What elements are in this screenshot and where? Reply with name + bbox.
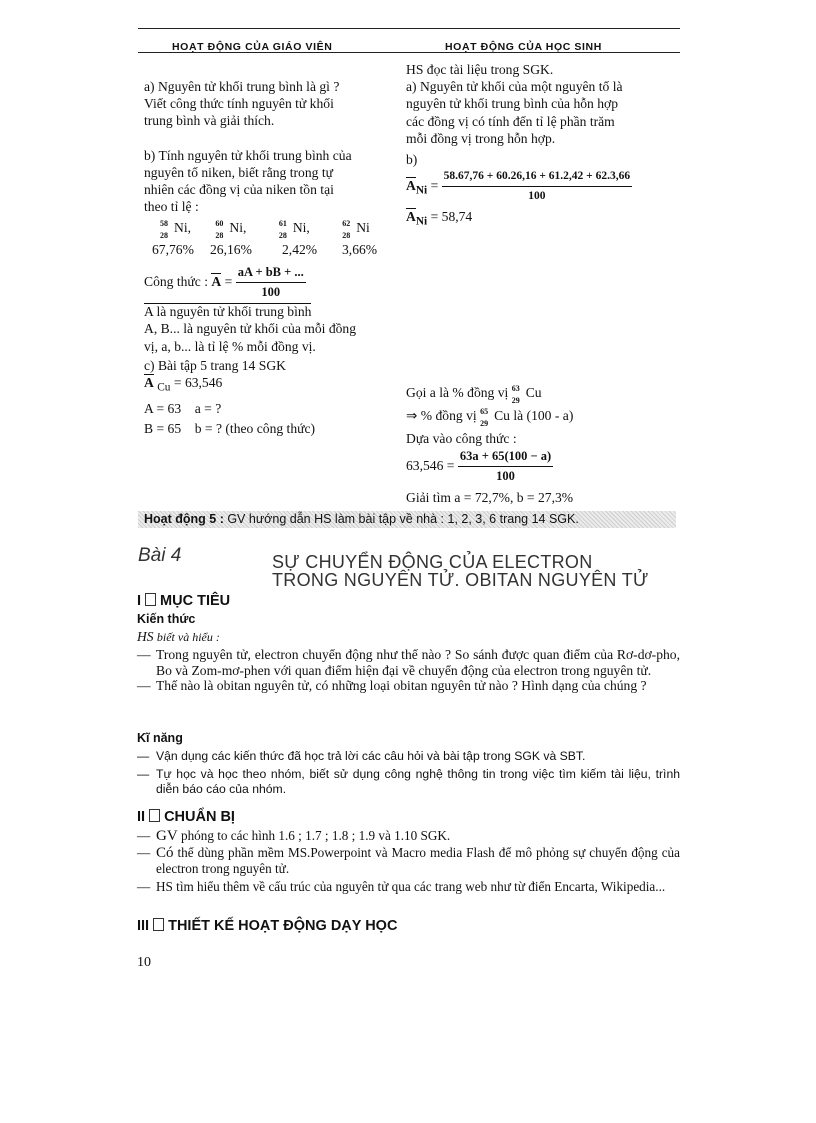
section-3-number: III xyxy=(137,918,150,934)
isotope-mass: 61 xyxy=(278,219,287,229)
dash-icon: — xyxy=(137,878,151,894)
cu63-z: 29 xyxy=(511,396,520,405)
prep-item-1-text: phóng to các hình 1.6 ; 1.7 ; 1.8 ; 1.9 và 1.10 SGK. xyxy=(180,828,451,843)
knowledge-list xyxy=(137,647,680,694)
copper-line1 xyxy=(406,384,682,405)
knowledge-heading: Kiến thức xyxy=(137,612,196,626)
copper-line2-text: ⇒ % đồng vị xyxy=(406,408,477,424)
question-b-line2: nguyên tố niken, biết rằng trong tự xyxy=(144,164,333,180)
question-c-line4: B = 65 b = ? (theo công thức) xyxy=(144,421,316,437)
answer-a-line3: các đồng vị có tính đến tỉ lệ phần trăm xyxy=(406,113,615,129)
cu65-z: 29 xyxy=(480,419,489,429)
lesson-title-line1: SỰ CHUYỂN ĐỘNG CỦA ELECTRON xyxy=(272,552,593,572)
copper-fraction xyxy=(458,448,553,485)
student-column-copper xyxy=(406,384,682,506)
section-1-title: MỤC TIÊU xyxy=(160,593,231,609)
knowledge-item-2-text: Thế nào là obitan nguyên tử, có những loại obitan nguyên tử nào ? Hình dạng của chúng ? xyxy=(156,678,647,694)
nickel-numerator: 58.67,76 + 60.26,16 + 61.2,42 + 62.3,66 xyxy=(442,168,632,187)
ni-average-symbol-2: A xyxy=(406,208,416,224)
isotope-symbol: Ni xyxy=(356,220,370,236)
section-2-title: CHUẨN BỊ xyxy=(164,809,235,825)
lesson-number: Bài 4 xyxy=(138,545,182,566)
question-c-line3: A = 63 a = ? xyxy=(144,400,222,416)
answer-a-line4: mỗi đồng vị trong hỗn hợp. xyxy=(406,130,556,146)
copper-denominator: 100 xyxy=(496,468,515,483)
isotope-symbol: Ni, xyxy=(292,220,310,236)
prep-item-2-text: thể dùng phần mềm MS.Powerpoint và Macro media Flash để mô phỏng sự chuyển động của electron trong nguyên tử. xyxy=(156,844,681,877)
ni-average-symbol: A xyxy=(406,178,416,194)
formula-line xyxy=(144,264,394,301)
lesson-title-line2: TRONG NGUYÊN TỬ. OBITAN NGUYÊN TỬ xyxy=(272,570,649,590)
copper-equation-lhs: 63,546 = xyxy=(406,457,455,473)
teacher-column xyxy=(144,78,394,437)
question-b-line3: nhiên các đồng vị của niken tồn tại xyxy=(144,182,334,198)
nickel-denominator: 100 xyxy=(528,190,546,203)
answer-b-label: b) xyxy=(406,152,418,168)
formula-equals: = xyxy=(224,273,233,289)
isotope-mass: 58 xyxy=(160,219,168,229)
explain-line3: vị, a, b... là tỉ lệ % mỗi đồng vị. xyxy=(144,338,316,354)
cu65-rest: Cu là (100 - a) xyxy=(494,408,574,424)
box-icon xyxy=(145,593,156,606)
skill-item-1-text: Vận dụng các kiến thức đã học trả lời các câu hỏi và bài tập trong SGK và SBT. xyxy=(156,749,586,763)
teacher-column-header: HOẠT ĐỘNG CỦA GIÁO VIÊN xyxy=(172,41,333,53)
dash-icon: — xyxy=(137,766,150,781)
formula-numerator: aA + bB + ... xyxy=(236,264,306,283)
dash-icon: — xyxy=(137,678,151,694)
question-a-line2: Viết công thức tính nguyên tử khối xyxy=(144,96,334,112)
answer-a-line2: nguyên tử khối trung bình của hỗn hợp xyxy=(406,96,619,112)
hs-intro xyxy=(137,629,220,645)
explain-line1 xyxy=(144,303,394,320)
knowledge-item-1 xyxy=(137,647,680,678)
hs-label: HS xyxy=(137,629,154,644)
ni-equals: = xyxy=(430,178,439,194)
prep-item-1-label: GV xyxy=(156,828,178,844)
prep-item-2-label: Có xyxy=(156,844,174,861)
dash-icon: — xyxy=(137,844,151,860)
cu65-mass: 65 xyxy=(480,407,489,417)
copper-equation xyxy=(406,448,682,485)
page-number: 10 xyxy=(137,955,151,970)
formula-fraction xyxy=(236,264,306,301)
ni-subscript-2: Ni xyxy=(415,215,428,228)
ni-subscript: Ni xyxy=(415,184,428,197)
copper-solution: Giải tìm a = 72,7%, b = 27,3% xyxy=(406,490,574,506)
isotope-symbol: Ni, xyxy=(229,220,247,236)
knowledge-item-1-text: Trong nguyên tử, electron chuyển động như thế nào ? So sánh được quan điểm của Rơ-dơ-pho, Bo và Zom-mơ-phen với quan điểm hiện đại về chuyển động của electron trong nguyên tử. xyxy=(156,647,680,678)
isotope-z: 28 xyxy=(278,231,287,241)
section-1-number: I xyxy=(137,593,142,609)
activity-5-bar xyxy=(138,511,676,528)
percent-value: 67,76% xyxy=(152,241,194,257)
prep-item-2 xyxy=(137,845,680,877)
question-a-line3: trung bình và giải thích. xyxy=(144,113,275,129)
dash-icon: — xyxy=(137,749,150,763)
cu-subscript: Cu xyxy=(157,381,171,394)
preparation-list xyxy=(137,828,680,894)
copper-line1-text: Gọi a là % đồng vị xyxy=(406,385,509,400)
percent-row xyxy=(144,241,394,258)
question-c-line1: c) Bài tập 5 trang 14 SGK xyxy=(144,357,286,373)
formula-denominator: 100 xyxy=(261,285,281,300)
question-c-line2 xyxy=(144,374,394,397)
box-icon xyxy=(153,918,164,931)
student-read: HS đọc tài liệu trong SGK. xyxy=(406,62,554,77)
question-b-line4: theo tỉ lệ : xyxy=(144,199,199,215)
dash-icon: — xyxy=(137,647,151,662)
box-icon xyxy=(149,809,160,822)
nickel-result xyxy=(406,208,682,231)
skill-item-2-text: Tự học và học theo nhóm, biết sử dụng công nghệ thông tin trong việc tìm kiếm tài liệu, trình diễn báo cáo của nhóm. xyxy=(156,766,680,797)
copper-line3: Dựa vào công thức : xyxy=(406,431,517,447)
section-3-title: THIẾT KẾ HOẠT ĐỘNG DẠY HỌC xyxy=(168,918,398,934)
section-1-heading xyxy=(137,593,230,609)
dash-icon: — xyxy=(137,828,151,843)
copper-numerator: 63a + 65(100 − a) xyxy=(458,448,553,467)
prep-item-3 xyxy=(137,879,680,895)
isotope-mass: 60 xyxy=(215,219,224,229)
isotope-z: 28 xyxy=(342,231,351,241)
student-column-header: HOẠT ĐỘNG CỦA HỌC SINH xyxy=(445,41,602,53)
question-a-line1: a) Nguyên tử khối trung bình là gì ? xyxy=(144,79,340,94)
explain-line1-text: A là nguyên tử khối trung bình xyxy=(144,304,312,320)
skill-item-2 xyxy=(137,767,680,798)
nickel-formula xyxy=(406,168,682,205)
isotope-mass: 62 xyxy=(342,219,351,229)
section-3-heading xyxy=(137,918,397,934)
explain-line2: A, B... là nguyên tử khối của mỗi đồng xyxy=(144,321,357,337)
activity-5-label: Hoạt động 5 : xyxy=(144,512,224,526)
activity-5-text: GV hướng dẫn HS làm bài tập về nhà : 1, 2, 3, 6 trang 14 SGK. xyxy=(223,512,579,526)
knowledge-item-2 xyxy=(137,678,680,694)
formula-average-symbol: A xyxy=(211,273,222,289)
skill-item-1 xyxy=(137,749,680,765)
isotope-z: 28 xyxy=(160,231,168,241)
copper-line2 xyxy=(406,407,682,429)
section-2-heading xyxy=(137,809,235,825)
skills-heading: Kĩ năng xyxy=(137,731,183,745)
hs-intro-text: biết và hiểu : xyxy=(156,630,220,644)
cu63-symbol: Cu xyxy=(525,385,542,400)
formula-label: Công thức : xyxy=(144,273,209,289)
student-column xyxy=(406,61,682,231)
section-2-number: II xyxy=(137,809,146,825)
isotope-z: 28 xyxy=(215,231,224,241)
question-b-line1: b) Tính nguyên tử khối trung bình của xyxy=(144,147,352,163)
top-rule xyxy=(138,28,680,29)
answer-a-line1: a) Nguyên tử khối của một nguyên tố là xyxy=(406,79,623,95)
cu63-mass: 63 xyxy=(511,384,520,393)
nickel-result-value: = 58,74 xyxy=(430,208,473,224)
cu-average-value: = 63,546 xyxy=(173,375,223,391)
isotope-symbol: Ni, xyxy=(174,220,191,236)
nickel-fraction xyxy=(442,168,632,205)
skills-list xyxy=(137,749,680,798)
percent-value: 26,16% xyxy=(210,241,252,257)
isotope-row xyxy=(144,219,394,241)
prep-item-3-text: HS tìm hiểu thêm về cấu trúc của nguyên tử qua các trang web như từ điển Encarta, Wikipedia... xyxy=(156,878,666,894)
percent-value: 3,66% xyxy=(342,241,378,257)
lesson-title xyxy=(272,553,649,589)
prep-item-1 xyxy=(137,828,680,845)
cu-average-symbol: A xyxy=(144,375,154,391)
percent-value: 2,42% xyxy=(282,241,318,257)
